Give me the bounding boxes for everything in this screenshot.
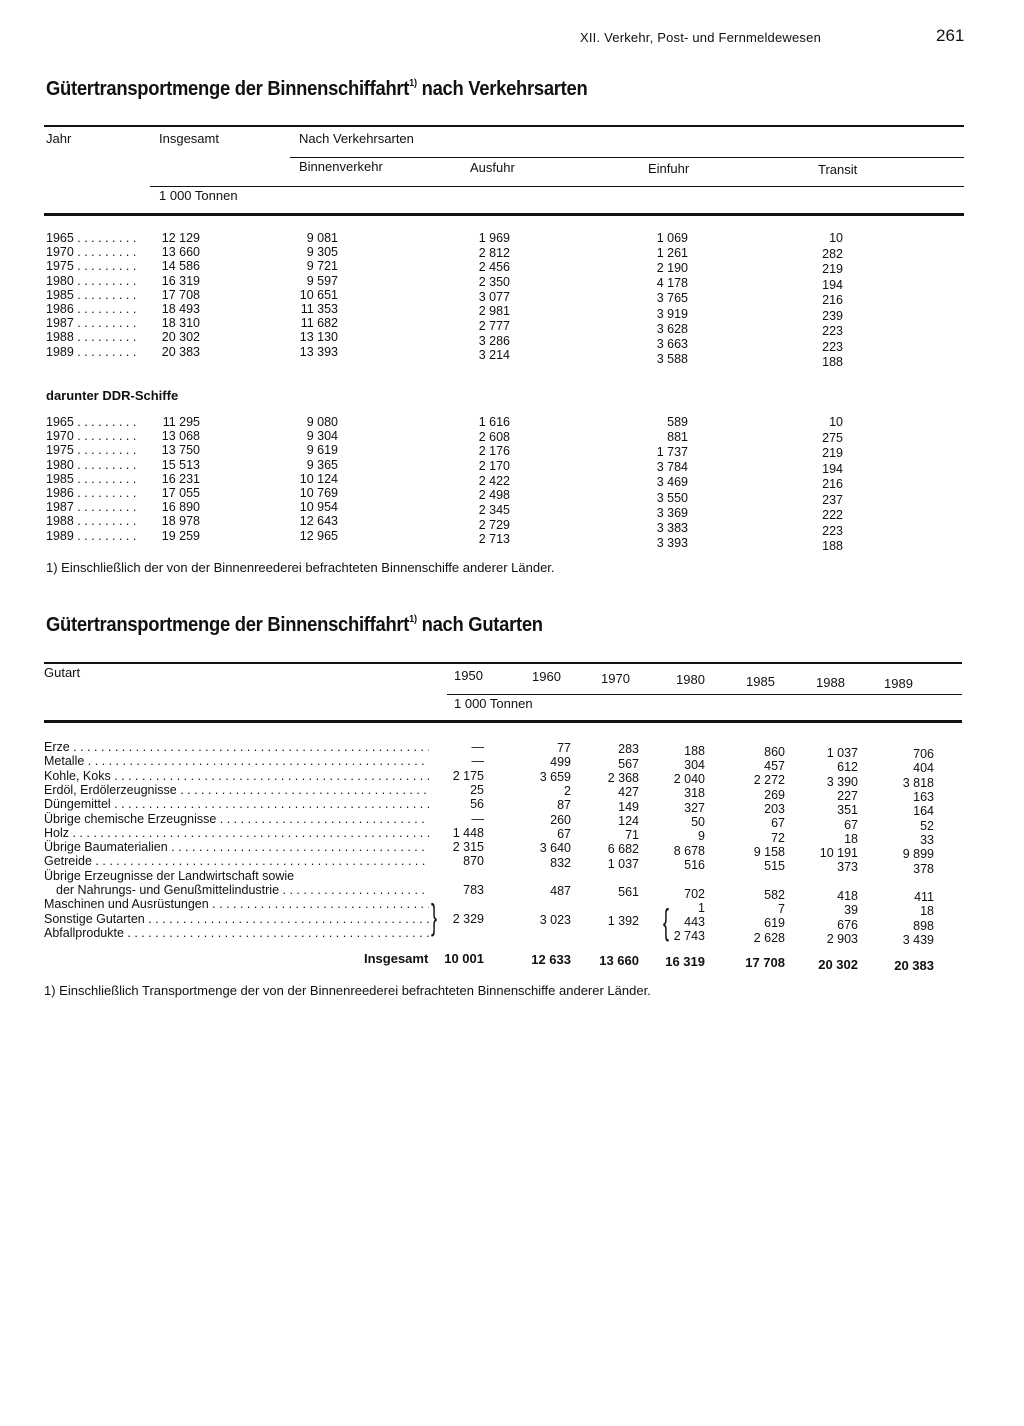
- value-cell: 2 040: [673, 772, 705, 787]
- total-cell: 19 259: [161, 528, 200, 543]
- table2-year-1950: 1950: [454, 668, 483, 683]
- value-cell: 318: [684, 786, 705, 801]
- value-cell: 124: [618, 813, 639, 828]
- value-cell: 1: [698, 900, 705, 915]
- table2-footnote: 1) Einschließlich Transportmenge der von der Binnenreederei befrachteten Binnenschiffe anderer Länder.: [44, 983, 651, 998]
- value-cell: 783: [463, 883, 484, 897]
- table-row: [0, 273, 1024, 292]
- value-cell: 2: [564, 784, 571, 799]
- table2-col-label: Gutart: [44, 665, 81, 680]
- table-row: [0, 415, 1024, 429]
- value-cell: 188: [822, 539, 843, 554]
- total-cell: 17 055: [161, 486, 200, 500]
- year-cell: 1986 . . .: [46, 302, 140, 316]
- total-cell: 10 001: [444, 951, 484, 966]
- table1-col-ausfuhr: Ausfuhr: [470, 160, 515, 175]
- value-cell: 12 965: [299, 528, 338, 543]
- table2-year-1988: 1988: [816, 675, 845, 690]
- value-cell: 1 616: [478, 415, 510, 429]
- value-cell: 2 170: [478, 458, 510, 473]
- row-label: Getreide . . .: [44, 854, 429, 868]
- value-cell: 3 286: [478, 333, 510, 348]
- total-cell: 12 633: [531, 952, 571, 968]
- table2-title: Gütertransportmenge der Binnenschiffahrt$^{1)}$ nach Gutarten: [46, 614, 543, 636]
- value-cell: 1 448: [452, 825, 484, 840]
- total-cell: 16 319: [665, 954, 705, 970]
- total-cell: 17 708: [745, 955, 785, 971]
- value-cell: 3 663: [656, 336, 688, 351]
- value-cell: 9 158: [753, 844, 785, 859]
- row-label: Übrige chemische Erzeugnisse . . .: [44, 812, 429, 826]
- value-cell: 2 812: [478, 245, 510, 260]
- total-cell: 11 295: [162, 415, 200, 429]
- year-cell: 1980 . . .: [46, 458, 140, 472]
- value-cell: 4 178: [656, 276, 688, 291]
- value-cell: 3 784: [656, 460, 688, 475]
- value-cell: 12 643: [299, 514, 338, 529]
- value-cell: 1 037: [826, 746, 858, 760]
- total-cell: 20 302: [161, 330, 200, 345]
- table-row: [0, 231, 1024, 245]
- table2-top-rule: [44, 662, 962, 664]
- value-cell: 860: [764, 744, 785, 759]
- table-row: [0, 528, 1024, 554]
- value-cell: 487: [550, 884, 571, 899]
- value-cell: 10 651: [299, 287, 338, 302]
- table-row: [0, 259, 1024, 277]
- value-cell: —: [471, 754, 484, 769]
- row-label: Abfallprodukte . . .: [44, 926, 429, 940]
- row-label: Metalle . . .: [44, 754, 429, 768]
- table2-year-1980: 1980: [676, 672, 705, 688]
- total-cell: 18 310: [161, 316, 200, 331]
- value-cell: 3 390: [826, 774, 858, 789]
- value-cell: 3 369: [656, 505, 688, 520]
- row-label: Düngemittel . . .: [44, 797, 429, 811]
- value-cell: 1 392: [607, 913, 639, 928]
- value-cell: 10: [829, 231, 843, 245]
- total-cell: 17 708: [161, 287, 200, 302]
- value-cell: 223: [822, 324, 843, 339]
- table-row: [0, 287, 1024, 308]
- year-cell: 1975 . . .: [46, 259, 140, 273]
- table2-year-rule: [447, 694, 962, 695]
- total-cell: 13 750: [161, 443, 200, 458]
- value-cell: 898: [913, 918, 934, 933]
- value-cell: 411: [914, 890, 934, 905]
- year-cell: 1987 . . .: [46, 316, 140, 330]
- year-cell: 1989 . . .: [46, 345, 140, 359]
- value-cell: 219: [822, 262, 843, 277]
- value-cell: —: [471, 811, 484, 826]
- table-row: [0, 429, 1024, 443]
- value-cell: 2 368: [607, 770, 639, 785]
- value-cell: 3 023: [539, 912, 571, 927]
- value-cell: 404: [913, 761, 934, 776]
- value-cell: 2 608: [478, 429, 510, 444]
- value-cell: 188: [822, 355, 843, 370]
- value-cell: 203: [764, 801, 785, 816]
- value-cell: 50: [691, 815, 705, 830]
- value-cell: 3 659: [539, 769, 571, 784]
- value-cell: 2 713: [478, 532, 510, 547]
- year-cell: 1988 . . .: [46, 330, 140, 344]
- value-cell: 194: [822, 277, 843, 292]
- value-cell: 269: [764, 787, 785, 802]
- row-label: Kohle, Koks . . .: [44, 769, 429, 783]
- table1-title: Gütertransportmenge der Binnenschiffahrt$^{1)}$ nach Verkehrsarten: [46, 78, 588, 100]
- value-cell: 676: [837, 917, 858, 932]
- value-cell: 457: [764, 759, 785, 774]
- table-row: [0, 471, 1024, 492]
- value-cell: 2 315: [452, 840, 484, 855]
- value-cell: 3 919: [656, 306, 688, 321]
- total-cell: 18 978: [161, 514, 200, 529]
- value-cell: 9 899: [902, 847, 934, 862]
- year-cell: 1970 . . .: [46, 245, 140, 259]
- value-cell: 3 765: [656, 291, 688, 306]
- value-cell: 351: [837, 803, 858, 818]
- value-cell: 3 628: [656, 321, 688, 336]
- year-cell: 1987 . . .: [46, 500, 140, 514]
- total-cell: 14 586: [161, 259, 200, 274]
- value-cell: 1 261: [656, 246, 688, 261]
- value-cell: 77: [557, 741, 571, 756]
- value-cell: 2 176: [478, 444, 510, 459]
- total-cell: 20 383: [894, 957, 934, 973]
- value-cell: 227: [837, 788, 858, 803]
- row-label: Sonstige Gutarten . . .: [44, 912, 429, 926]
- value-cell: 87: [557, 798, 571, 813]
- table-row-combined: [0, 912, 1024, 926]
- value-cell: 163: [913, 790, 934, 805]
- row-label: Maschinen und Ausrüstungen . . .: [44, 897, 429, 911]
- value-cell: 1 969: [478, 231, 510, 245]
- value-cell: 2 175: [452, 768, 484, 783]
- row-label: der Nahrungs- und Genußmittelindustrie . . .: [56, 883, 429, 897]
- value-cell: 3 550: [656, 490, 688, 505]
- value-cell: 8 678: [673, 843, 705, 858]
- row-label: Holz . . .: [44, 826, 429, 840]
- right-brace: }: [431, 896, 438, 937]
- value-cell: 1 737: [656, 445, 688, 460]
- value-cell: 9 081: [306, 231, 338, 245]
- value-cell: 870: [463, 854, 484, 869]
- row-label: Erze . . .: [44, 740, 429, 754]
- value-cell: 832: [550, 855, 571, 870]
- year-cell: 1975 . . .: [46, 443, 140, 457]
- value-cell: 2 628: [753, 930, 785, 945]
- value-cell: 194: [822, 461, 843, 476]
- year-cell: 1980 . . .: [46, 274, 140, 288]
- total-cell: 15 513: [161, 457, 200, 472]
- table1-subheading: darunter DDR-Schiffe: [46, 388, 179, 403]
- total-cell: 16 890: [161, 500, 200, 515]
- value-cell: 443: [684, 915, 705, 930]
- value-cell: 283: [618, 742, 639, 757]
- year-cell: 1988 . . .: [46, 514, 140, 528]
- value-cell: 10: [829, 415, 843, 429]
- value-cell: 164: [913, 804, 934, 819]
- table-row: [0, 457, 1024, 476]
- value-cell: 33: [920, 832, 934, 847]
- value-cell: 10 954: [299, 500, 338, 515]
- value-cell: 223: [822, 523, 843, 538]
- table2-unit: 1 000 Tonnen: [454, 696, 533, 711]
- value-cell: 216: [822, 293, 843, 308]
- year-cell: 1986 . . .: [46, 486, 140, 500]
- value-cell: 2 329: [452, 911, 484, 926]
- value-cell: 2 350: [478, 274, 510, 289]
- total-cell: 20 383: [161, 344, 200, 359]
- row-label: Übrige Baumaterialien . . .: [44, 840, 429, 854]
- year-cell: 1970 . . .: [46, 429, 140, 443]
- value-cell: 282: [822, 246, 843, 261]
- total-cell: 13 660: [599, 953, 639, 969]
- table1-col-transit: Transit: [818, 162, 858, 177]
- table-row: [0, 344, 1024, 370]
- total-cell: 12 129: [161, 231, 200, 245]
- year-cell: 1965 . . .: [46, 231, 140, 245]
- value-cell: 219: [822, 446, 843, 461]
- value-cell: 10 191: [819, 846, 858, 861]
- value-cell: 2 456: [478, 260, 510, 275]
- value-cell: 561: [618, 885, 639, 900]
- value-cell: 9 304: [306, 429, 338, 444]
- value-cell: 67: [557, 826, 571, 841]
- total-cell: 18 493: [161, 302, 200, 316]
- value-cell: 3 383: [656, 520, 688, 535]
- value-cell: 67: [771, 816, 785, 831]
- table-row: [0, 245, 1024, 259]
- year-cell: 1985 . . .: [46, 288, 140, 302]
- table-row: [0, 486, 1024, 507]
- value-cell: 9 365: [306, 457, 338, 472]
- table1-head-rule: [44, 213, 964, 216]
- value-cell: 3 469: [656, 475, 688, 490]
- value-cell: 2 422: [478, 473, 510, 488]
- value-cell: 18: [844, 831, 858, 846]
- table1-footnote: 1) Einschließlich der von der Binnenreederei befrachteten Binnenschiffe anderer Länder.: [46, 560, 555, 575]
- value-cell: 2 743: [673, 929, 705, 944]
- table2-year-1960: 1960: [532, 669, 561, 685]
- value-cell: 18: [920, 904, 934, 919]
- total-cell: 16 231: [161, 471, 200, 486]
- value-cell: 427: [618, 785, 639, 800]
- value-cell: 2 345: [478, 502, 510, 517]
- value-cell: 9: [698, 829, 705, 844]
- value-cell: 56: [470, 797, 484, 812]
- value-cell: 2 777: [478, 318, 510, 333]
- value-cell: 706: [913, 747, 934, 762]
- value-cell: 327: [684, 800, 705, 815]
- value-cell: 222: [822, 508, 843, 523]
- table1-col-year: Jahr: [46, 131, 72, 146]
- value-cell: 2 190: [656, 261, 688, 276]
- total-row: [0, 951, 1024, 973]
- value-cell: 3 077: [478, 289, 510, 304]
- value-cell: —: [471, 740, 484, 754]
- value-cell: 1 069: [656, 231, 688, 245]
- value-cell: 52: [920, 818, 934, 833]
- total-cell: 13 660: [161, 245, 200, 260]
- running-head: XII. Verkehr, Post- und Fernmeldewesen: [580, 30, 821, 45]
- value-cell: 3 588: [656, 351, 688, 366]
- value-cell: 582: [764, 887, 785, 902]
- value-cell: 589: [667, 415, 688, 429]
- table1-unit: 1 000 Tonnen: [159, 188, 238, 203]
- table2-year-1989: 1989: [884, 676, 913, 692]
- value-cell: 9 619: [306, 443, 338, 458]
- row-label: Erdöl, Erdölerzeugnisse . . .: [44, 783, 429, 797]
- value-cell: 67: [844, 817, 858, 832]
- value-cell: 3 818: [902, 775, 934, 790]
- value-cell: 6 682: [607, 842, 639, 857]
- row-label: Übrige Erzeugnisse der Landwirtschaft sowie: [44, 868, 295, 883]
- table1-col-total: Insgesamt: [159, 131, 219, 146]
- value-cell: 13 130: [299, 330, 338, 345]
- value-cell: 619: [764, 916, 785, 931]
- value-cell: 2 981: [478, 304, 510, 319]
- value-cell: 13 393: [299, 344, 338, 359]
- table1-group-rule: [290, 157, 964, 158]
- value-cell: 304: [684, 757, 705, 772]
- value-cell: 10 769: [299, 486, 338, 500]
- value-cell: 237: [822, 492, 843, 507]
- value-cell: 71: [625, 828, 639, 843]
- value-cell: 3 439: [902, 933, 934, 948]
- value-cell: 499: [550, 755, 571, 770]
- value-cell: 2 903: [826, 931, 858, 946]
- value-cell: 9 080: [306, 415, 338, 429]
- value-cell: 2 729: [478, 517, 510, 532]
- value-cell: 11 682: [300, 316, 338, 331]
- left-brace: {: [663, 901, 670, 942]
- value-cell: 9 721: [306, 259, 338, 274]
- value-cell: 10 124: [299, 471, 338, 486]
- table1-col-einfuhr: Einfuhr: [648, 161, 690, 176]
- value-cell: 516: [684, 857, 705, 872]
- table1-col-group: Nach Verkehrsarten: [299, 131, 414, 146]
- value-cell: 39: [844, 903, 858, 918]
- value-cell: 3 214: [478, 348, 510, 363]
- year-cell: 1965 . . .: [46, 415, 140, 429]
- value-cell: 9 597: [306, 273, 338, 288]
- total-cell: 16 319: [161, 273, 200, 288]
- value-cell: 9 305: [306, 245, 338, 260]
- value-cell: 260: [550, 812, 571, 827]
- value-cell: 25: [470, 782, 484, 797]
- value-cell: 881: [667, 430, 688, 445]
- total-label: Insgesamt: [364, 951, 429, 966]
- value-cell: 567: [618, 756, 639, 771]
- value-cell: 3 640: [539, 841, 571, 856]
- table2-year-1985: 1985: [746, 673, 775, 689]
- year-cell: 1985 . . .: [46, 472, 140, 486]
- value-cell: 612: [837, 760, 858, 775]
- table-row: [0, 302, 1024, 323]
- table-row: [0, 443, 1024, 461]
- value-cell: 239: [822, 308, 843, 323]
- value-cell: 72: [771, 830, 785, 845]
- value-cell: 7: [778, 902, 785, 917]
- table2-year-1970: 1970: [601, 670, 630, 686]
- table2-head-rule: [44, 720, 962, 723]
- value-cell: 702: [684, 886, 705, 901]
- value-cell: 378: [913, 861, 934, 876]
- value-cell: 216: [822, 477, 843, 492]
- value-cell: 418: [837, 889, 858, 903]
- value-cell: 11 353: [300, 302, 338, 316]
- year-cell: 1989 . . .: [46, 529, 140, 543]
- value-cell: 373: [837, 860, 858, 875]
- value-cell: 223: [822, 339, 843, 354]
- value-cell: 2 272: [753, 773, 785, 788]
- value-cell: 3 393: [656, 535, 688, 550]
- value-cell: 275: [822, 430, 843, 445]
- table1-top-rule: [44, 125, 964, 127]
- total-cell: 13 068: [161, 429, 200, 444]
- value-cell: 1 037: [607, 856, 639, 871]
- value-cell: 188: [684, 743, 705, 758]
- table-row-agri-line1: [0, 869, 1024, 883]
- total-cell: 20 302: [818, 956, 858, 972]
- table1-unit-rule: [150, 186, 964, 187]
- value-cell: 2 498: [478, 488, 510, 503]
- page-number: 261: [936, 26, 965, 45]
- value-cell: 149: [618, 799, 639, 814]
- table1-col-binnen: Binnenverkehr: [299, 159, 383, 174]
- value-cell: 515: [764, 859, 785, 874]
